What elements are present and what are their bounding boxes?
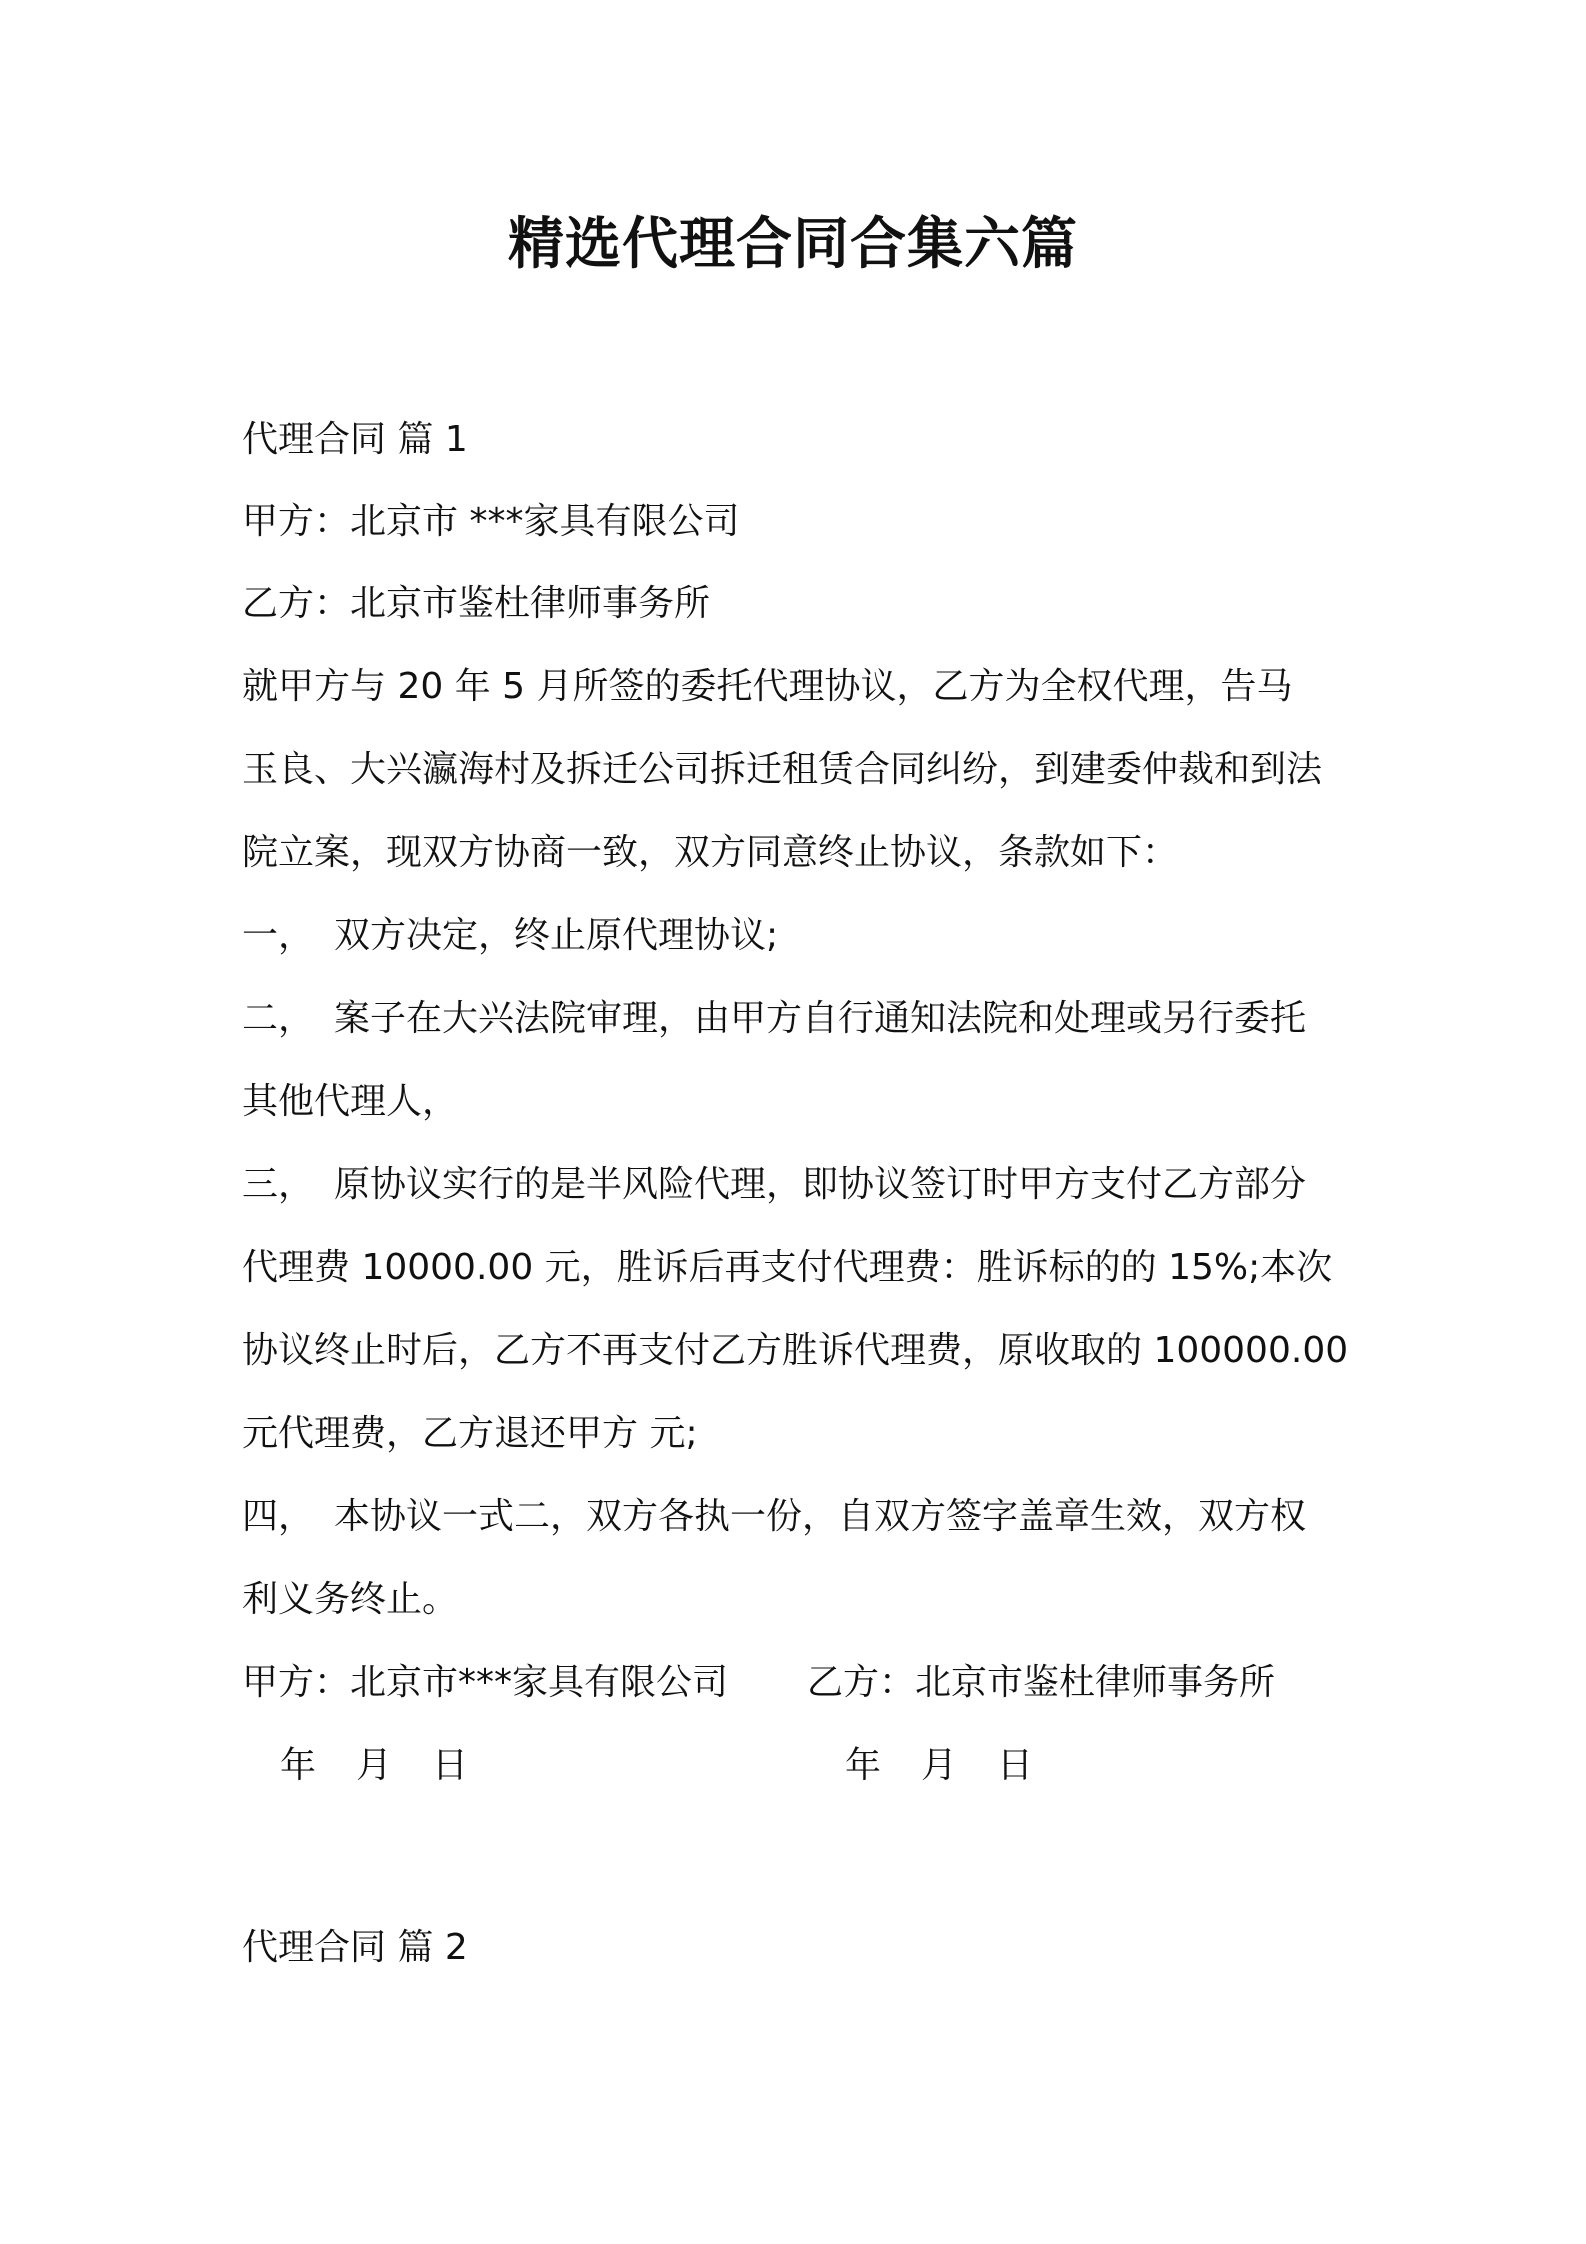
paragraph-line: 院立案，现双方协商一致，双方同意终止协议，条款如下： (242, 832, 1179, 873)
clause-1 (242, 908, 1362, 964)
clause-3 (242, 1157, 1362, 1213)
date-month: 月 (356, 1745, 393, 1786)
date-line-b (845, 1738, 1033, 1794)
date-year: 年 (845, 1745, 882, 1786)
clause-text: 代理费 10000.00 元，胜诉后再支付代理费：胜诉标的的 15%;本次 (242, 1247, 1333, 1288)
signature-party-a: 甲方：北京市***家具有限公司 (242, 1662, 729, 1703)
clause-number: 一， (242, 915, 315, 956)
clause-2 (242, 991, 1362, 1047)
paragraph-line: 就甲方与 20 年 5 月所签的委托代理协议，乙方为全权代理，告马 (242, 666, 1293, 707)
clause-number: 三， (242, 1164, 315, 1205)
clause-number: 四， (242, 1496, 315, 1537)
paragraph-line: 玉良、大兴瀛海村及拆迁公司拆迁租赁合同纠纷，到建委仲裁和到法 (242, 749, 1323, 790)
clause-text: 协议终止时后，乙方不再支付乙方胜诉代理费，原收取的 100000.00 (242, 1330, 1349, 1371)
clause-text: 双方决定，终止原代理协议; (334, 915, 779, 956)
section-heading-1: 代理合同 篇 1 (242, 419, 468, 460)
date-year: 年 (280, 1745, 317, 1786)
clause-text: 其他代理人， (242, 1081, 459, 1122)
clause-text: 元代理费，乙方退还甲方 元; (242, 1413, 698, 1454)
party-b-line: 乙方：北京市鉴杜律师事务所 (242, 583, 711, 624)
date-line-a (280, 1738, 468, 1794)
clause-text: 利义务终止。 (242, 1579, 459, 1620)
document-title: 精选代理合同合集六篇 (508, 212, 1078, 277)
date-month: 月 (921, 1745, 958, 1786)
clause-text: 案子在大兴法院审理，由甲方自行通知法院和处理或另行委托 (334, 998, 1307, 1039)
clause-text: 原协议实行的是半风险代理，即协议签订时甲方支付乙方部分 (334, 1164, 1307, 1205)
party-a-line: 甲方：北京市 ***家具有限公司 (242, 501, 740, 542)
signature-party-b: 乙方：北京市鉴杜律师事务所 (807, 1662, 1276, 1703)
clause-text: 本协议一式二，双方各执一份，自双方签字盖章生效，双方权 (334, 1496, 1307, 1537)
date-day: 日 (997, 1745, 1034, 1786)
section-heading-2: 代理合同 篇 2 (242, 1927, 468, 1968)
clause-number: 二， (242, 998, 315, 1039)
date-day: 日 (432, 1745, 469, 1786)
clause-4 (242, 1489, 1362, 1545)
